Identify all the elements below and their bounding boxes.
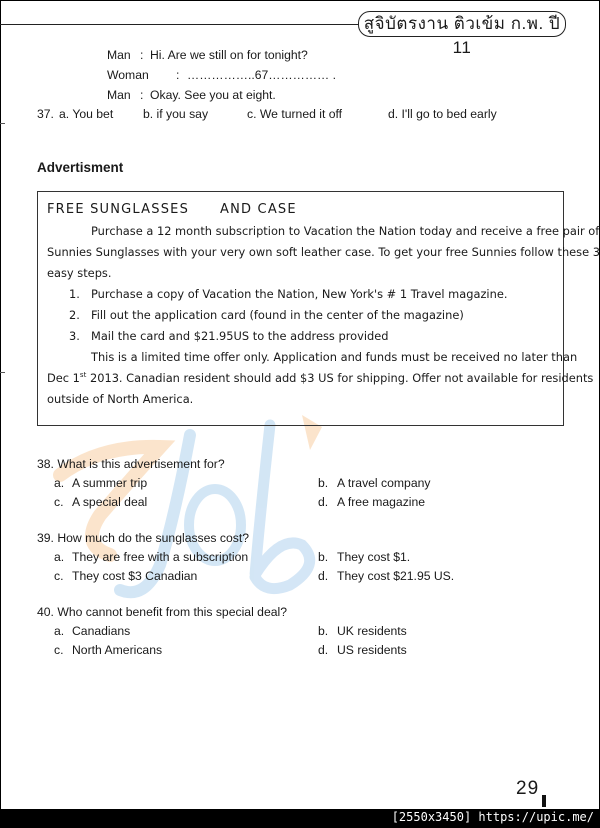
header-title: สูจิบัตรงาน ติวเข้ม ก.พ. ปี 11 <box>358 11 566 37</box>
answer-option: d. I'll go to bed early <box>388 107 497 121</box>
dialogue-sep: : <box>176 68 180 82</box>
answer-option: a. You bet <box>59 107 114 121</box>
option-letter: a. <box>54 550 65 564</box>
ad-paragraph-line: easy steps. <box>47 266 112 280</box>
option-letter: a. <box>54 624 65 638</box>
option-text: They cost $1. <box>337 550 411 564</box>
option-letter: a. <box>54 476 65 490</box>
option-text: A summer trip <box>72 476 148 490</box>
option-text: They cost $3 Canadian <box>72 569 198 583</box>
dialogue-speaker: Woman <box>107 68 149 82</box>
ad-paragraph-line: Dec 1st 2013. Canadian resident should add $3 US for shipping. Offer not available for residents <box>47 371 594 385</box>
question-number: 37. <box>37 107 54 121</box>
option-text: North Americans <box>72 643 163 657</box>
option-letter: c. <box>54 495 64 509</box>
question-stem: 39. How much do the sunglasses cost? <box>37 531 250 545</box>
option-text: A travel company <box>337 476 431 490</box>
option-letter: b. <box>318 550 329 564</box>
option-text: A free magazine <box>337 495 426 509</box>
option-text: They cost $21.95 US. <box>337 569 455 583</box>
ad-paragraph-line: Purchase a 12 month subscription to Vacation the Nation today and receive a free pair of <box>91 224 600 238</box>
dialogue-sep: : <box>140 88 144 102</box>
ad-step-number: 2. <box>69 308 80 322</box>
ad-step-text: Purchase a copy of Vacation the Nation, New York's # 1 Travel magazine. <box>91 287 508 301</box>
footer-caption-link[interactable]: [2550x3450] https://upic.me/ <box>391 810 594 824</box>
section-title: Advertisment <box>37 160 124 175</box>
option-letter: b. <box>318 624 329 638</box>
ad-title-right: AND CASE <box>220 202 297 217</box>
option-text: A special deal <box>72 495 148 509</box>
dialogue-line: Okay. See you at eight. <box>150 88 276 102</box>
ad-step-text: Mail the card and $21.95US to the address provided <box>91 329 389 343</box>
margin-mark <box>0 372 5 373</box>
option-text: US residents <box>337 643 407 657</box>
option-text: Canadians <box>72 624 131 638</box>
option-letter: d. <box>318 495 329 509</box>
dialogue-speaker: Man <box>107 88 131 102</box>
answer-option: b. if you say <box>143 107 209 121</box>
option-letter: b. <box>318 476 329 490</box>
dialogue-speaker: Man <box>107 48 131 62</box>
option-letter: d. <box>318 643 329 657</box>
option-text: UK residents <box>337 624 407 638</box>
page-number-tick <box>542 795 546 807</box>
option-letter: c. <box>54 643 64 657</box>
question-stem: 38. What is this advertisement for? <box>37 457 225 471</box>
margin-mark <box>0 123 5 124</box>
ad-paragraph-line: Sunnies Sunglasses with your very own soft leather case. To get your free Sunnies follow these 3 <box>47 245 600 259</box>
question-stem: 40. Who cannot benefit from this special deal? <box>37 605 287 619</box>
ad-paragraph-line: This is a limited time offer only. Application and funds must be received no later than <box>91 350 578 364</box>
option-text: They are free with a subscription <box>72 550 249 564</box>
answer-option: c. We turned it off <box>247 107 343 121</box>
option-letter: c. <box>54 569 64 583</box>
dialogue-sep: : <box>140 48 144 62</box>
header-rule <box>0 24 358 25</box>
dialogue-line: ……………..67…………… . <box>187 68 336 82</box>
page-number: 29 <box>516 778 540 799</box>
ad-step-number: 1. <box>69 287 80 301</box>
ad-step-number: 3. <box>69 329 80 343</box>
dialogue-line: Hi. Are we still on for tonight? <box>150 48 308 62</box>
ad-title-left: FREE SUNGLASSES <box>47 202 190 217</box>
option-letter: d. <box>318 569 329 583</box>
ad-step-text: Fill out the application card (found in the center of the magazine) <box>91 308 464 322</box>
ad-paragraph-line: outside of North America. <box>47 392 194 406</box>
